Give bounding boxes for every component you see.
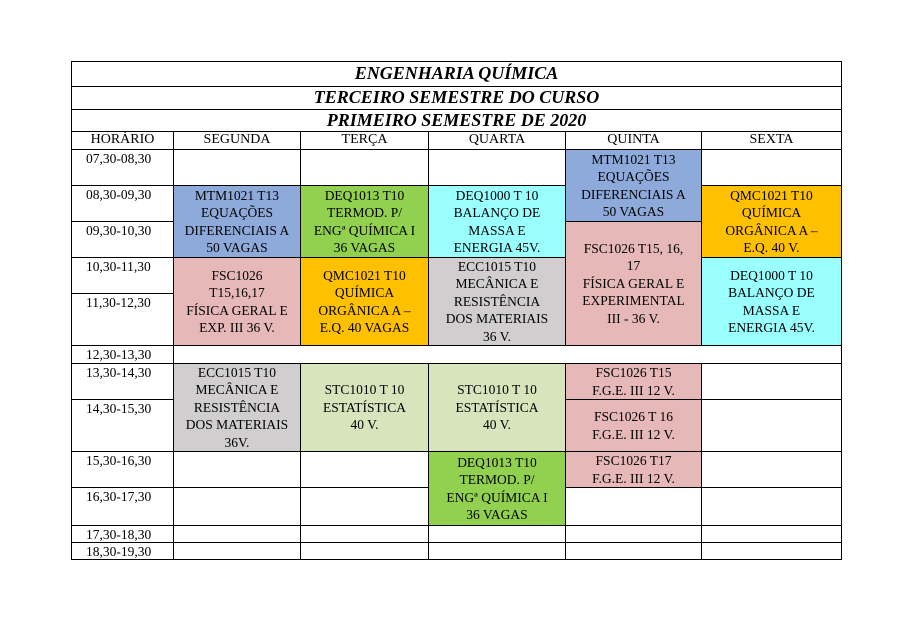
empty-cell — [173, 542, 301, 560]
time-label: 14,30-15,30 — [71, 399, 174, 452]
class-cell: FSC1026 T15, 16, 17 FÍSICA GERAL E EXPERIMENTAL III - 36 V. — [565, 221, 702, 346]
class-cell: FSC1026 T 16 F.G.E. III 12 V. — [565, 399, 702, 452]
header-4: QUINTA — [565, 131, 702, 150]
empty-cell — [300, 451, 429, 488]
class-cell: QMC1021 T10 QUÍMICA ORGÂNICA A – E.Q. 40 VAGAS — [300, 257, 429, 346]
empty-cell — [300, 487, 429, 526]
empty-cell — [701, 149, 842, 186]
empty-cell — [565, 542, 702, 560]
empty-cell — [701, 525, 842, 543]
time-label: 15,30-16,30 — [71, 451, 174, 488]
empty-cell — [701, 399, 842, 452]
time-label: 11,30-12,30 — [71, 293, 174, 346]
header-1: SEGUNDA — [173, 131, 301, 150]
header-3: QUARTA — [428, 131, 566, 150]
empty-cell — [565, 487, 702, 526]
header-5: SEXTA — [701, 131, 842, 150]
class-cell: FSC1026 T15,16,17 FÍSICA GERAL E EXP. III 36 V. — [173, 257, 301, 346]
class-cell: MTM1021 T13 EQUAÇÕES DIFERENCIAIS A 50 VAGAS — [565, 149, 702, 222]
empty-cell — [300, 149, 429, 186]
class-cell: MTM1021 T13 EQUAÇÕES DIFERENCIAIS A 50 VAGAS — [173, 185, 301, 258]
empty-cell — [300, 525, 429, 543]
period-title: PRIMEIRO SEMESTRE DE 2020 — [71, 109, 842, 132]
class-cell: QMC1021 T10 QUÍMICA ORGÂNICA A – E.Q. 40 V. — [701, 185, 842, 258]
class-cell: STC1010 T 10 ESTATÍSTICA 40 V. — [428, 363, 566, 452]
class-cell: FSC1026 T15 F.G.E. III 12 V. — [565, 363, 702, 400]
time-label: 18,30-19,30 — [71, 542, 174, 560]
class-cell: FSC1026 T17 F.G.E. III 12 V. — [565, 451, 702, 488]
empty-cell — [565, 525, 702, 543]
empty-cell — [428, 149, 566, 186]
time-label: 12,30-13,30 — [71, 345, 174, 364]
empty-cell — [428, 542, 566, 560]
time-label: 16,30-17,30 — [71, 487, 174, 526]
empty-cell — [701, 363, 842, 400]
empty-cell — [173, 487, 301, 526]
class-cell: DEQ1013 T10 TERMOD. P/ ENGª QUÍMICA I 36 VAGAS — [428, 451, 566, 526]
time-label: 13,30-14,30 — [71, 363, 174, 400]
class-cell: ECC1015 T10 MECÂNICA E RESISTÊNCIA DOS MATERIAIS 36V. — [173, 363, 301, 452]
empty-cell — [428, 525, 566, 543]
empty-cell — [701, 451, 842, 488]
empty-cell — [173, 345, 842, 364]
class-cell: DEQ1013 T10 TERMOD. P/ ENGª QUÍMICA I 36 VAGAS — [300, 185, 429, 258]
time-label: 07,30-08,30 — [71, 149, 174, 186]
empty-cell — [173, 149, 301, 186]
empty-cell — [173, 525, 301, 543]
empty-cell — [300, 542, 429, 560]
empty-cell — [173, 451, 301, 488]
empty-cell — [701, 487, 842, 526]
empty-cell — [701, 542, 842, 560]
time-label: 08,30-09,30 — [71, 185, 174, 222]
time-label: 17,30-18,30 — [71, 525, 174, 543]
time-label: 10,30-11,30 — [71, 257, 174, 294]
time-label: 09,30-10,30 — [71, 221, 174, 258]
schedule-table — [71, 61, 841, 559]
header-2: TERÇA — [300, 131, 429, 150]
class-cell: ECC1015 T10 MECÂNICA E RESISTÊNCIA DOS MATERIAIS 36 V. — [428, 257, 566, 346]
semester-title: TERCEIRO SEMESTRE DO CURSO — [71, 86, 842, 110]
header-0: HORÁRIO — [71, 131, 174, 150]
course-title: ENGENHARIA QUÍMICA — [71, 61, 842, 87]
class-cell: DEQ1000 T 10 BALANÇO DE MASSA E ENERGIA 45V. — [428, 185, 566, 258]
class-cell: DEQ1000 T 10 BALANÇO DE MASSA E ENERGIA 45V. — [701, 257, 842, 346]
class-cell: STC1010 T 10 ESTATÍSTICA 40 V. — [300, 363, 429, 452]
